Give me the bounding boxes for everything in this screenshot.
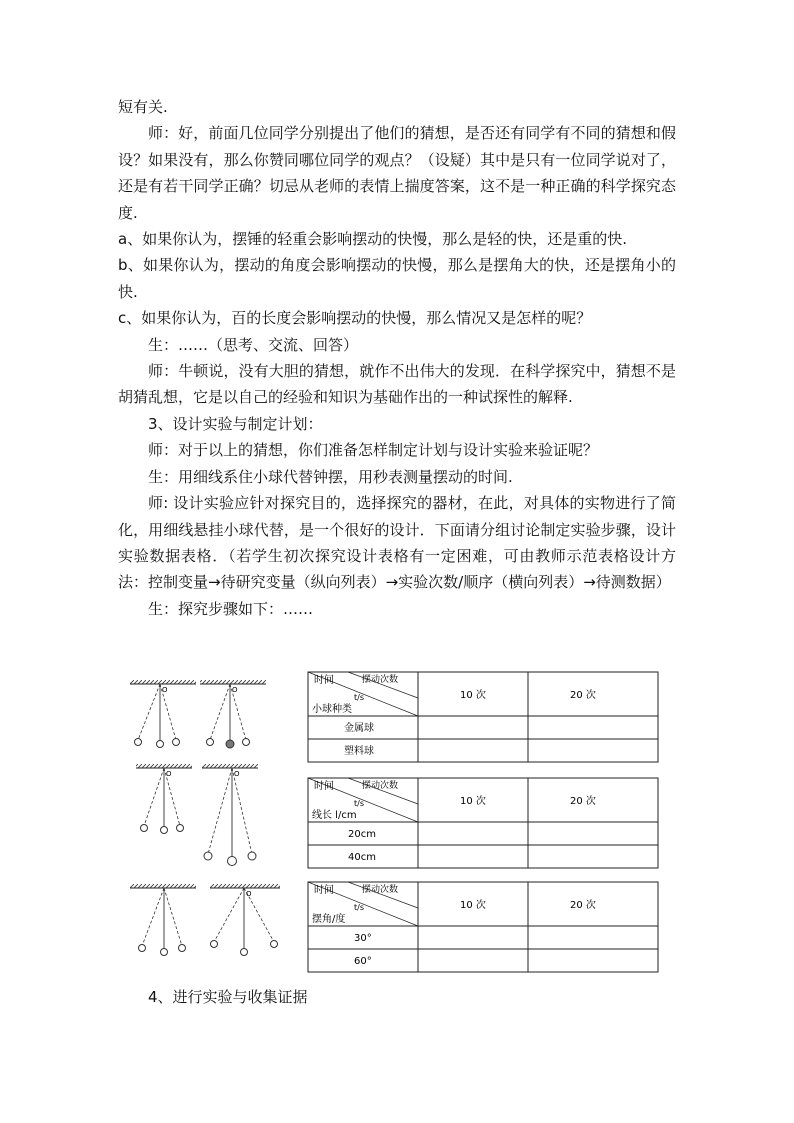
col-20: 20 次 <box>570 900 596 911</box>
header-count: 摆动次数 <box>362 675 399 685</box>
row-label: 30° <box>354 933 372 944</box>
table-var-label: 摆角/度 <box>312 914 346 925</box>
row-label: 20cm <box>348 829 376 840</box>
pivot-label: O <box>232 686 238 694</box>
data-table-angle <box>308 882 658 972</box>
pendulum-group-length <box>136 764 258 866</box>
header-unit: t/s <box>354 903 364 912</box>
col-10: 10 次 <box>460 796 486 807</box>
data-table-ball-type <box>308 672 658 762</box>
table-var-label: 线长 l/cm <box>312 810 357 821</box>
section-heading-4: 4、进行实验与收集证据 <box>148 988 308 1006</box>
row-label: 金属球 <box>344 723 374 734</box>
paragraph-newton: 师：牛顿说，没有大胆的猜想，就作不出伟大的发现．在科学探究中，猜想不是胡猜乱想，它是以自己的经验和知识为基础作出的一种试探性的解释. <box>118 362 676 407</box>
pivot-label: O <box>246 890 252 898</box>
col-20: 20 次 <box>570 690 596 701</box>
header-count: 摆动次数 <box>362 885 399 895</box>
paragraph-student-2: 生：用细线系住小球代替钟摆，用秒表测量摆动的时间. <box>148 467 513 486</box>
header-time: 时间 <box>314 675 334 686</box>
col-20: 20 次 <box>570 796 596 807</box>
support-bar <box>130 680 196 684</box>
col-10: 10 次 <box>460 690 486 701</box>
row-label: 40cm <box>348 852 376 863</box>
header-unit: t/s <box>354 799 364 808</box>
pendulum-group-ball-type <box>130 680 266 748</box>
header-time: 时间 <box>314 885 334 896</box>
paragraph-b: b、如果你认为，摆动的角度会影响摆动的快慢，那么是摆角大的快，还是摆角小的快. <box>118 256 676 301</box>
pivot-label: O <box>166 770 172 778</box>
header-count: 摆动次数 <box>362 781 399 791</box>
paragraph-1: 短有关. <box>118 98 168 116</box>
pendulum-group-angle <box>130 884 280 956</box>
header-time: 时间 <box>314 781 334 792</box>
pivot-label: O <box>162 686 168 694</box>
paragraph-c: c、如果你认为，百的长度会影响摆动的快慢，那么情况又是怎样的呢？ <box>118 309 592 328</box>
paragraph-teacher-question: 师：对于以上的猜想，你们准备怎样制定计划与设计实验来验证呢？ <box>148 441 599 460</box>
row-label: 塑料球 <box>344 746 374 757</box>
paragraph-student-1: 生：……（思考、交流、回答） <box>148 335 359 354</box>
table-var-label: 小球种类 <box>312 704 352 715</box>
pendulum-and-tables <box>118 668 678 978</box>
col-10: 10 次 <box>460 900 486 911</box>
paragraph-student-3: 生：探究步骤如下：…… <box>148 599 314 618</box>
experiment-diagram <box>118 668 678 978</box>
paragraph-design: 师: 设计实验应针对探究目的，选择探究的器材，在此，对具体的实物进行了简化，用细线悬挂小球代替，是一个很好的设计．下面请分组讨论制定实验步骤，设计实验数据表格．（若学生初次探究设计表格有一定困难，可由教师示范表格设计方法：控制变量→待研究变量（纵向列表）→实验次数/顺序（横向列表）→待测数据） <box>118 494 676 592</box>
row-label: 60° <box>354 956 372 967</box>
paragraph-2: 师：好，前面几位同学分别提出了他们的猜想，是否还有同学有不同的猜想和假设？如果没有，那么你赞同哪位同学的观点？（设疑）其中是只有一位同学说对了，还是有若干同学正确？切忌从老师的表情上揣度答案，这不是一种正确的科学探究态度. <box>118 124 676 222</box>
header-unit: t/s <box>354 693 364 702</box>
data-table-length <box>308 778 658 868</box>
pivot-label: O <box>234 770 240 778</box>
section-heading-3: 3、设计实验与制定计划： <box>148 414 323 433</box>
paragraph-a: a、如果你认为，摆锤的轻重会影响摆动的快慢，那么是轻的快，还是重的快. <box>118 230 627 249</box>
document-body <box>118 94 676 622</box>
